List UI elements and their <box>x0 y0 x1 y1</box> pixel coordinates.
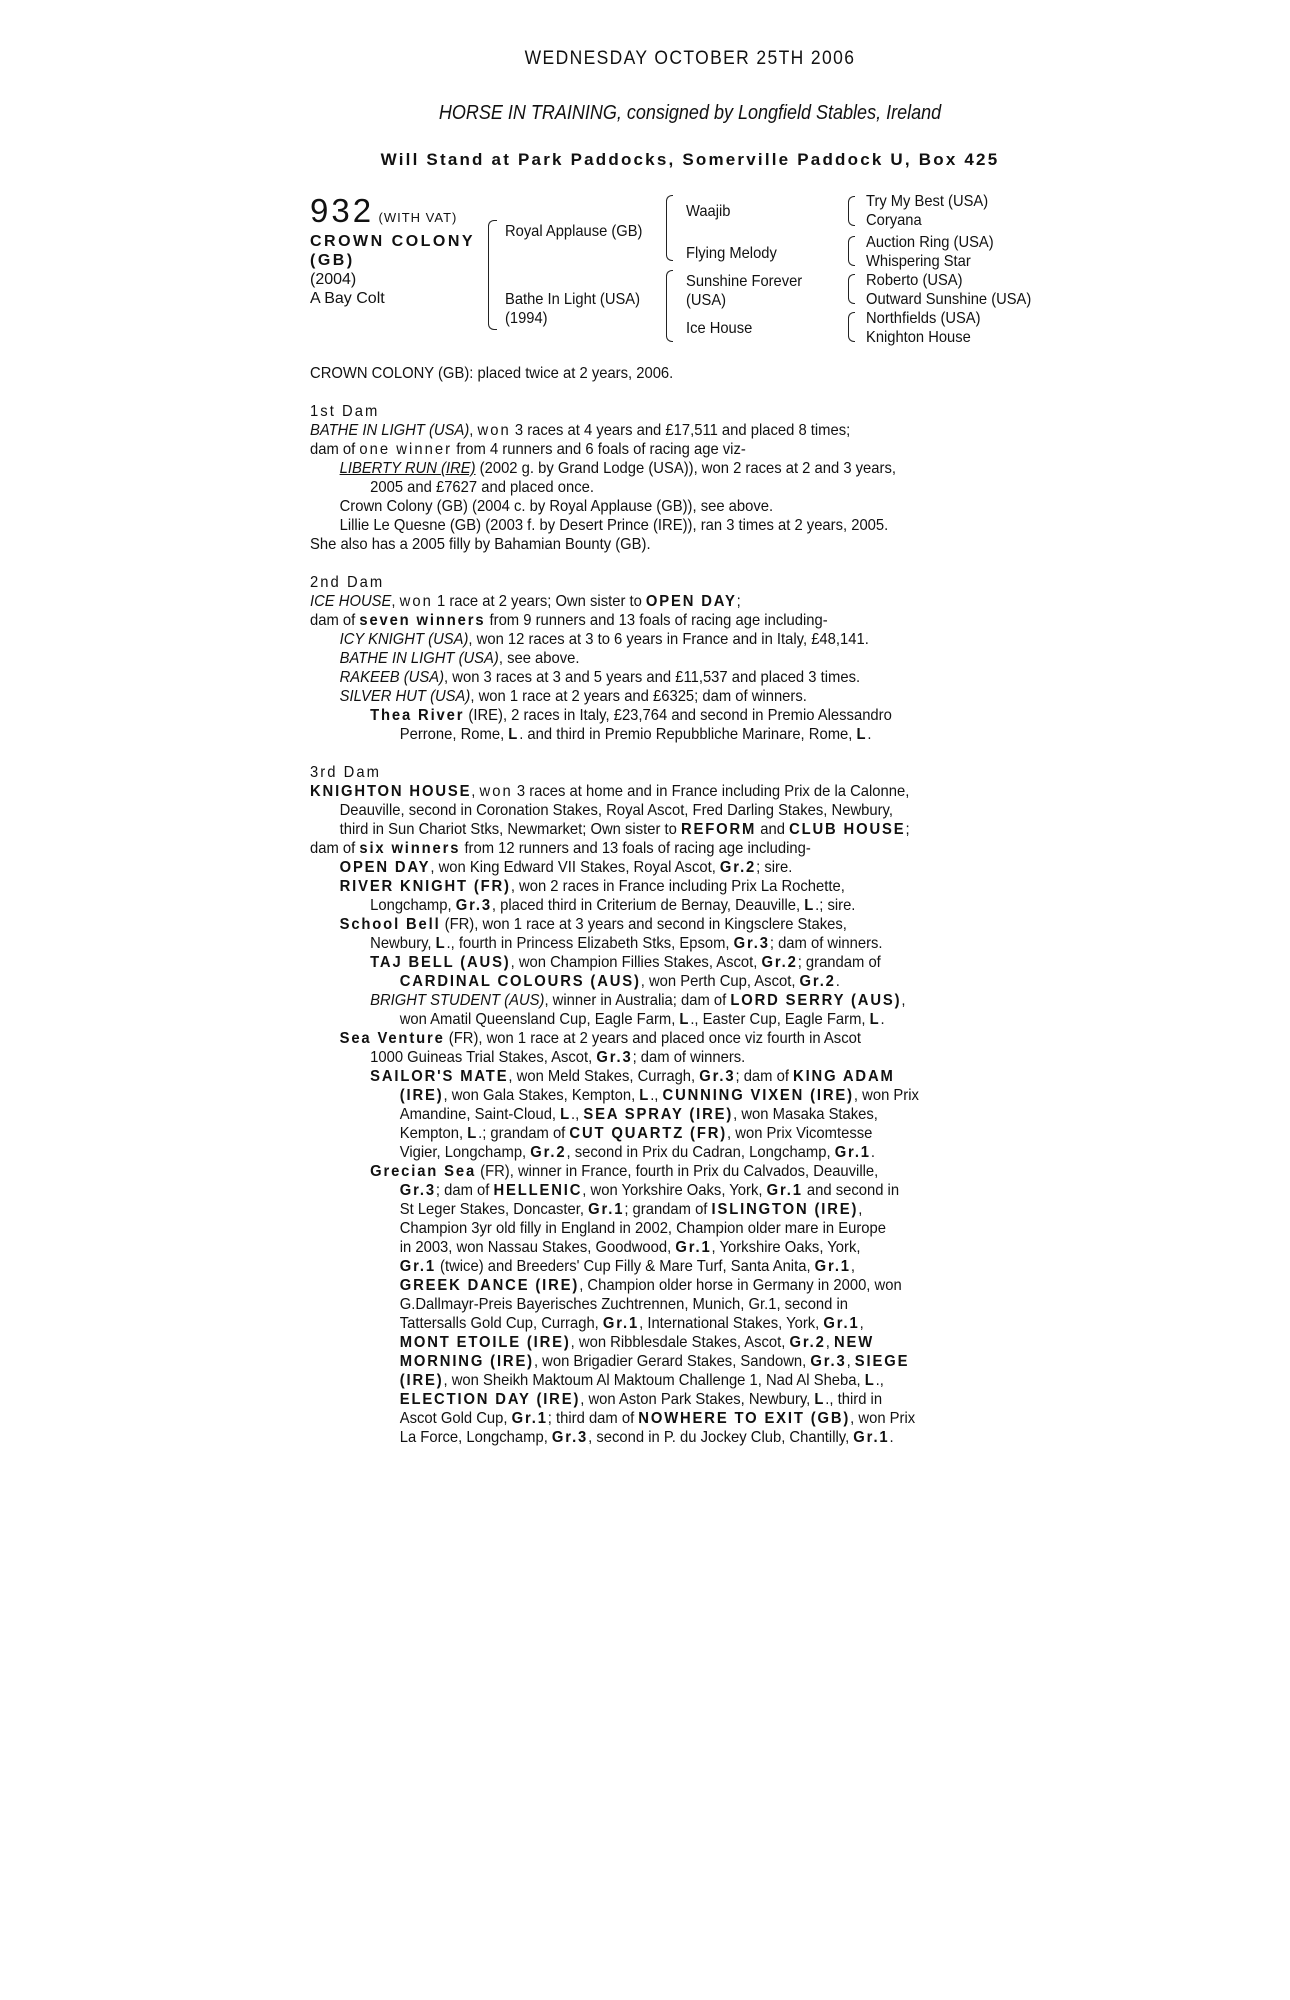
first-dam-line: 2005 and £7627 and placed once. <box>370 479 594 496</box>
third-dam-line: BRIGHT STUDENT (AUS), winner in Australia; dam of LORD SERRY (AUS), <box>370 992 906 1009</box>
pedigree-dam-sire <box>686 272 802 310</box>
racing-summary: CROWN COLONY (GB): placed twice at 2 years, 2006. <box>310 365 674 382</box>
third-dam-line: Deauville, second in Coronation Stakes, Royal Ascot, Fred Darling Stakes, Newbury, <box>339 802 893 819</box>
third-dam-line: OPEN DAY, won King Edward VII Stakes, Royal Ascot, Gr.2; sire. <box>339 859 793 876</box>
third-dam-line: (IRE), won Sheikh Maktoum Al Maktoum Challenge 1, Nad Al Sheba, L., <box>399 1372 884 1389</box>
pedigree-dam <box>505 290 640 328</box>
pedigree-brace-g4 <box>848 312 855 342</box>
third-dam-line: GREEK DANCE (IRE), Champion older horse in Germany in 2000, won <box>399 1277 902 1294</box>
third-dam-line: KNIGHTON HOUSE, won 3 races at home and in France including Prix de la Calonne, <box>310 783 910 800</box>
third-dam-line: Champion 3yr old filly in England in 2002, Champion older mare in Europe <box>399 1220 886 1237</box>
third-dam-line: Kempton, L.; grandam of CUT QUARTZ (FR), won Prix Vicomtesse <box>399 1125 873 1142</box>
third-dam-line: (IRE), won Gala Stakes, Kempton, L., CUNNING VIXEN (IRE), won Prix <box>399 1087 919 1104</box>
consignment-subtitle: HORSE IN TRAINING, consigned by Longfield Stables, Ireland <box>438 102 942 124</box>
third-dam-heading: 3rd Dam <box>310 764 382 781</box>
horse-origin: (GB) <box>310 252 355 269</box>
vat-note: (WITH VAT) <box>378 210 458 225</box>
pedigree-sire: Royal Applause (GB) <box>505 223 643 240</box>
third-dam-line: Amandine, Saint-Cloud, L., SEA SPRAY (IRE), won Masaka Stakes, <box>399 1106 878 1123</box>
horse-description: A Bay Colt <box>310 290 385 307</box>
second-dam-line: SILVER HUT (USA), won 1 race at 2 years and £6325; dam of winners. <box>339 688 807 705</box>
sale-date: WEDNESDAY OCTOBER 25TH 2006 <box>524 48 856 69</box>
third-dam-line: dam of six winners from 12 runners and 13 foals of racing age including- <box>310 840 811 857</box>
second-dam-line: ICE HOUSE, won 1 race at 2 years; Own sister to OPEN DAY; <box>310 593 741 610</box>
pedigree-brace-g2 <box>848 236 855 266</box>
pedigree-sire-dam: Flying Melody <box>686 245 777 262</box>
third-dam-line: CARDINAL COLOURS (AUS), won Perth Cup, Ascot, Gr.2. <box>399 973 840 990</box>
second-dam-line: BATHE IN LIGHT (USA), see above. <box>339 650 580 667</box>
third-dam-line: Grecian Sea (FR), winner in France, fourth in Prix du Calvados, Deauville, <box>370 1163 879 1180</box>
third-dam-line: School Bell (FR), won 1 race at 3 years and second in Kingsclere Stakes, <box>339 916 847 933</box>
third-dam-line: TAJ BELL (AUS), won Champion Fillies Stakes, Ascot, Gr.2; grandam of <box>370 954 881 971</box>
stand-location: Will Stand at Park Paddocks, Somerville Paddock U, Box 425 <box>380 150 1000 169</box>
first-dam-line: She also has a 2005 filly by Bahamian Bounty (GB). <box>310 536 651 553</box>
horse-year: (2004) <box>310 271 357 288</box>
third-dam-line: SAILOR'S MATE, won Meld Stakes, Curragh, Gr.3; dam of KING ADAM <box>370 1068 895 1085</box>
pedigree-brace-sire <box>666 195 673 261</box>
pedigree-brace-g1 <box>848 196 855 226</box>
pedigree-dam-year: (1994) <box>505 310 548 327</box>
third-dam-line: Vigier, Longchamp, Gr.2, second in Prix du Cadran, Longchamp, Gr.1. <box>399 1144 876 1161</box>
pedigree-sire-sire: Waajib <box>686 203 731 220</box>
third-dam-line: La Force, Longchamp, Gr.3, second in P. du Jockey Club, Chantilly, Gr.1. <box>399 1429 894 1446</box>
third-dam-line: ELECTION DAY (IRE), won Aston Park Stakes, Newbury, L., third in <box>399 1391 883 1408</box>
pedigree-dam-sire-name: Sunshine Forever <box>686 273 803 290</box>
third-dam-line: Longchamp, Gr.3, placed third in Criterium de Bernay, Deauville, L.; sire. <box>370 897 856 914</box>
third-dam-line: RIVER KNIGHT (FR), won 2 races in France including Prix La Rochette, <box>339 878 845 895</box>
pedigree-gg4: Whispering Star <box>866 253 971 270</box>
third-dam-line: MORNING (IRE), won Brigadier Gerard Stakes, Sandown, Gr.3, SIEGE <box>399 1353 910 1370</box>
third-dam-line: Tattersalls Gold Cup, Curragh, Gr.1, International Stakes, York, Gr.1, <box>399 1315 864 1332</box>
pedigree-gg5: Roberto (USA) <box>866 272 963 289</box>
pedigree-gg3: Auction Ring (USA) <box>866 234 994 251</box>
pedigree-dam-name: Bathe In Light (USA) <box>505 291 641 308</box>
lot-number-block <box>310 192 457 230</box>
lot-number: 932 <box>310 192 375 229</box>
third-dam-line: MONT ETOILE (IRE), won Ribblesdale Stakes, Ascot, Gr.2, NEW <box>399 1334 875 1351</box>
third-dam-line: Ascot Gold Cup, Gr.1; third dam of NOWHERE TO EXIT (GB), won Prix <box>399 1410 916 1427</box>
pedigree-gg2: Coryana <box>866 212 922 229</box>
second-dam-line: Perrone, Rome, L. and third in Premio Repubbliche Marinare, Rome, L. <box>399 726 872 743</box>
pedigree-brace-dam <box>666 270 673 342</box>
first-dam-line: LIBERTY RUN (IRE) (2002 g. by Grand Lodge (USA)), won 2 races at 2 and 3 years, <box>339 460 896 477</box>
first-dam-line: BATHE IN LIGHT (USA), won 3 races at 4 years and £17,511 and placed 8 times; <box>310 422 851 439</box>
second-dam-line: ICY KNIGHT (USA), won 12 races at 3 to 6 years in France and in Italy, £48,141. <box>339 631 869 648</box>
pedigree-gg1: Try My Best (USA) <box>866 193 989 210</box>
horse-name: CROWN COLONY <box>310 233 476 250</box>
pedigree-gg7: Northfields (USA) <box>866 310 981 327</box>
horse-identity <box>310 232 475 308</box>
pedigree-dam-dam: Ice House <box>686 320 753 337</box>
second-dam-heading: 2nd Dam <box>310 574 385 591</box>
third-dam-line: Newbury, L., fourth in Princess Elizabeth Stks, Epsom, Gr.3; dam of winners. <box>370 935 883 952</box>
third-dam-line: Gr.1 (twice) and Breeders' Cup Filly & Mare Turf, Santa Anita, Gr.1, <box>399 1258 855 1275</box>
second-dam-line: RAKEEB (USA), won 3 races at 3 and 5 years and £11,537 and placed 3 times. <box>339 669 861 686</box>
first-dam-heading: 1st Dam <box>310 403 380 420</box>
pedigree-brace-main <box>488 220 497 330</box>
first-dam-line: dam of one winner from 4 runners and 6 foals of racing age viz- <box>310 441 746 458</box>
third-dam-line: G.Dallmayr-Preis Bayerisches Zuchtrennen, Munich, Gr.1, second in <box>399 1296 849 1313</box>
third-dam-line: won Amatil Queensland Cup, Eagle Farm, L., Easter Cup, Eagle Farm, L. <box>399 1011 885 1028</box>
first-dam-line: Crown Colony (GB) (2004 c. by Royal Applause (GB)), see above. <box>339 498 774 515</box>
third-dam-line: St Leger Stakes, Doncaster, Gr.1; grandam of ISLINGTON (IRE), <box>399 1201 863 1218</box>
second-dam-line: Thea River (IRE), 2 races in Italy, £23,764 and second in Premio Alessandro <box>370 707 892 724</box>
produce-record <box>310 364 1070 1447</box>
pedigree-dam-sire-origin: (USA) <box>686 292 727 309</box>
pedigree-gg8: Knighton House <box>866 329 971 346</box>
pedigree-brace-g3 <box>848 274 855 304</box>
second-dam-line: dam of seven winners from 9 runners and 13 foals of racing age including- <box>310 612 828 629</box>
third-dam-line: Sea Venture (FR), won 1 race at 2 years and placed once viz fourth in Ascot <box>339 1030 861 1047</box>
third-dam-line: Gr.3; dam of HELLENIC, won Yorkshire Oaks, York, Gr.1 and second in <box>399 1182 900 1199</box>
third-dam-line: third in Sun Chariot Stks, Newmarket; Own sister to REFORM and CLUB HOUSE; <box>339 821 910 838</box>
third-dam-line: in 2003, won Nassau Stakes, Goodwood, Gr.1, Yorkshire Oaks, York, <box>399 1239 861 1256</box>
pedigree-gg6: Outward Sunshine (USA) <box>866 291 1032 308</box>
first-dam-line: Lillie Le Quesne (GB) (2003 f. by Desert Prince (IRE)), ran 3 times at 2 years, 2005. <box>339 517 889 534</box>
third-dam-line: 1000 Guineas Trial Stakes, Ascot, Gr.3; dam of winners. <box>370 1049 746 1066</box>
